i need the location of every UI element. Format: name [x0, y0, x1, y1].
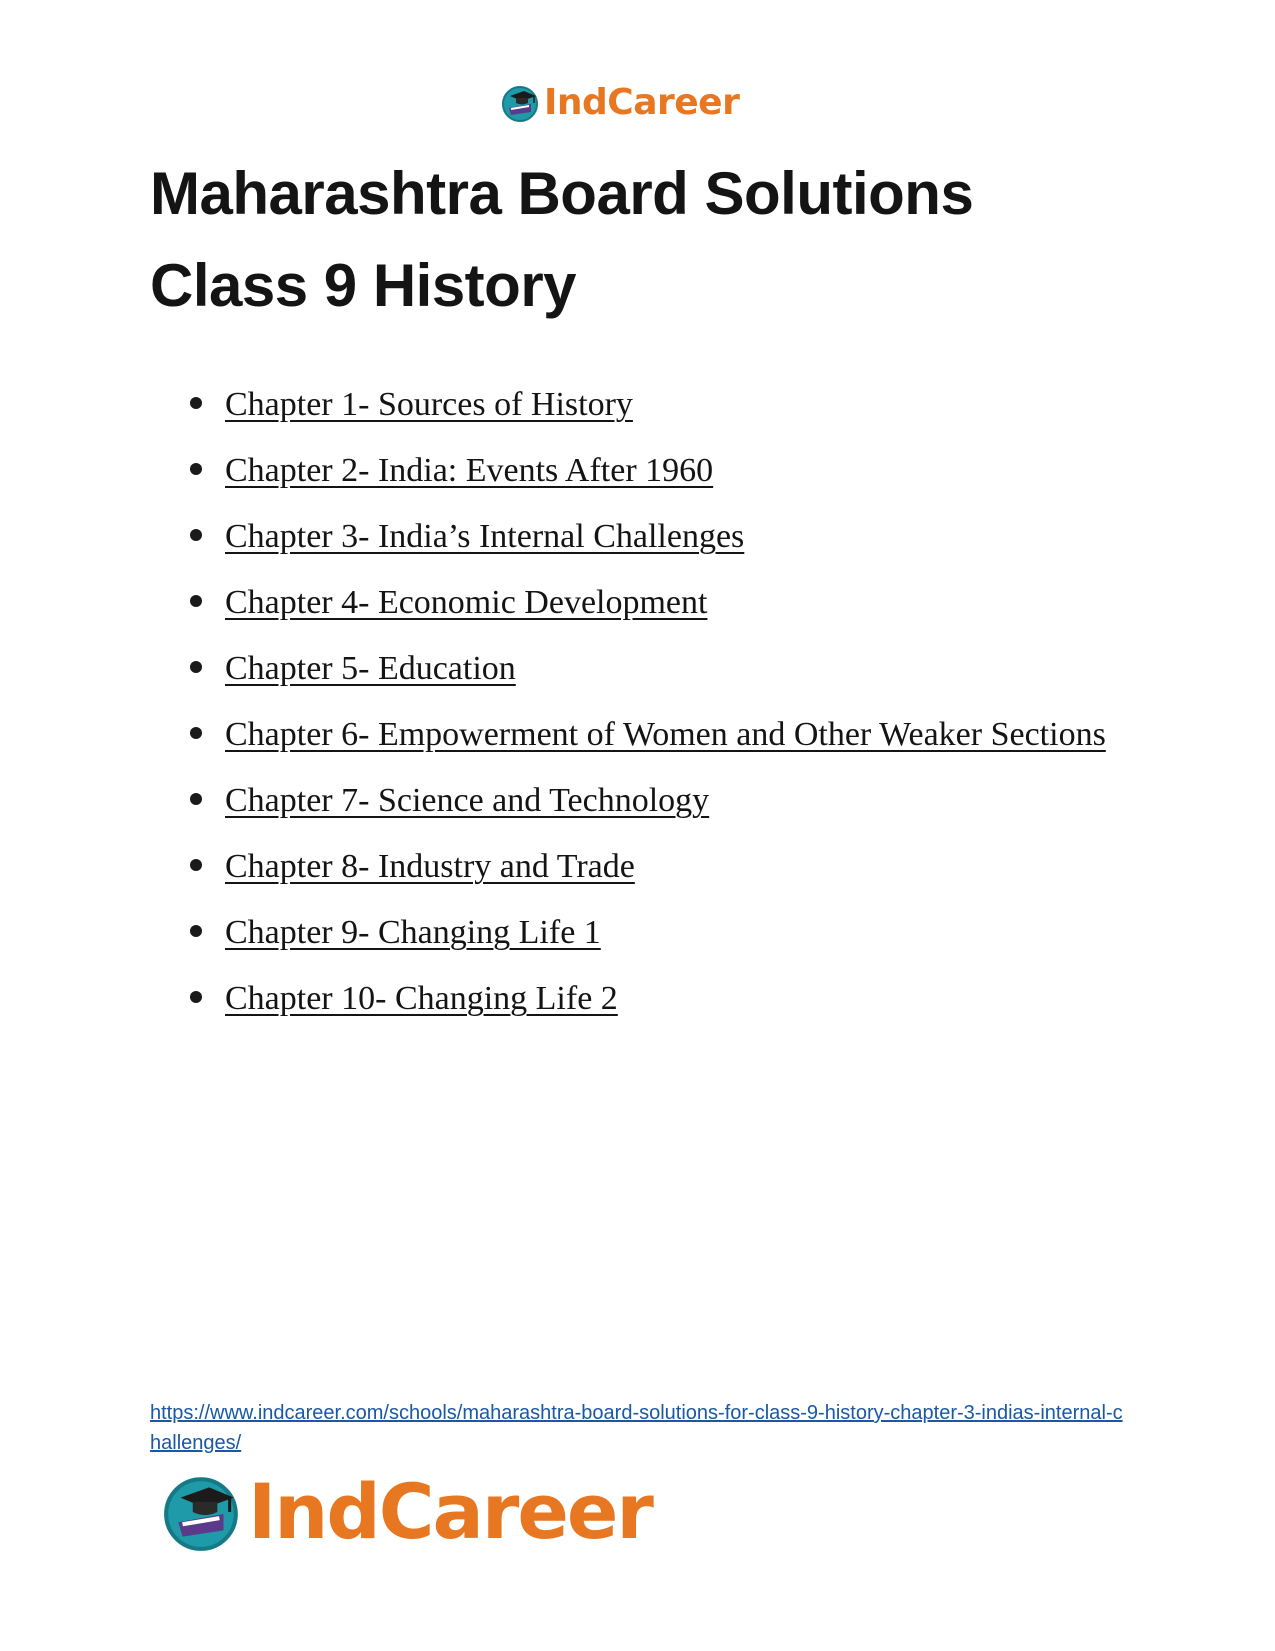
list-item-chapter-5 [188, 636, 1118, 701]
chapter-5-link[interactable]: Chapter 5- Education [225, 650, 516, 687]
page-title-line-1: Maharashtra Board Solutions [150, 160, 974, 227]
bullet-icon [190, 595, 202, 607]
chapter-list [188, 372, 1118, 1032]
footer-logo-text: IndCareer [248, 1467, 652, 1556]
header-logo [500, 80, 739, 126]
bullet-icon [190, 397, 202, 409]
bullet-icon [190, 727, 202, 739]
list-item-chapter-3 [188, 504, 1118, 569]
list-item-chapter-7 [188, 768, 1118, 833]
bullet-icon [190, 859, 202, 871]
chapter-2-link[interactable]: Chapter 2- India: Events After 1960 [225, 452, 714, 489]
header-logo-text: IndCareer [544, 82, 740, 123]
chapter-7-link[interactable]: Chapter 7- Science and Technology [225, 782, 710, 819]
bullet-icon [190, 991, 202, 1003]
page-title-line-2: Class 9 History [150, 252, 577, 319]
chapter-10-link[interactable]: Chapter 10- Changing Life 2 [225, 980, 618, 1017]
page-title [150, 148, 973, 332]
chapter-8-link[interactable]: Chapter 8- Industry and Trade [225, 848, 635, 885]
list-item-chapter-9 [188, 900, 1118, 965]
graduation-cap-logo-icon [160, 1469, 246, 1555]
list-item-chapter-1 [188, 372, 1118, 437]
bullet-icon [190, 529, 202, 541]
graduation-cap-logo-icon [500, 82, 542, 124]
list-item-chapter-10 [188, 966, 1118, 1031]
bullet-icon [190, 661, 202, 673]
chapter-4-link[interactable]: Chapter 4- Economic Development [225, 584, 708, 621]
chapter-1-link[interactable]: Chapter 1- Sources of History [225, 386, 633, 423]
footer-source-link[interactable]: https://www.indcareer.com/schools/maharashtra-board-solutions-for-class-9-history-chapter-3-indias-internal-challenges/ [150, 1402, 1123, 1454]
chapter-9-link[interactable]: Chapter 9- Changing Life 1 [225, 914, 601, 951]
list-item-chapter-4 [188, 570, 1118, 635]
chapter-3-link[interactable]: Chapter 3- India’s Internal Challenges [225, 518, 745, 555]
bullet-icon [190, 463, 202, 475]
chapter-6-link[interactable]: Chapter 6- Empowerment of Women and Other Weaker Sections [225, 716, 1106, 753]
footer-logo [160, 1467, 652, 1557]
bullet-icon [190, 925, 202, 937]
list-item-chapter-8 [188, 834, 1118, 899]
bullet-icon [190, 793, 202, 805]
list-item-chapter-2 [188, 438, 1118, 503]
list-item-chapter-6 [188, 702, 1118, 767]
